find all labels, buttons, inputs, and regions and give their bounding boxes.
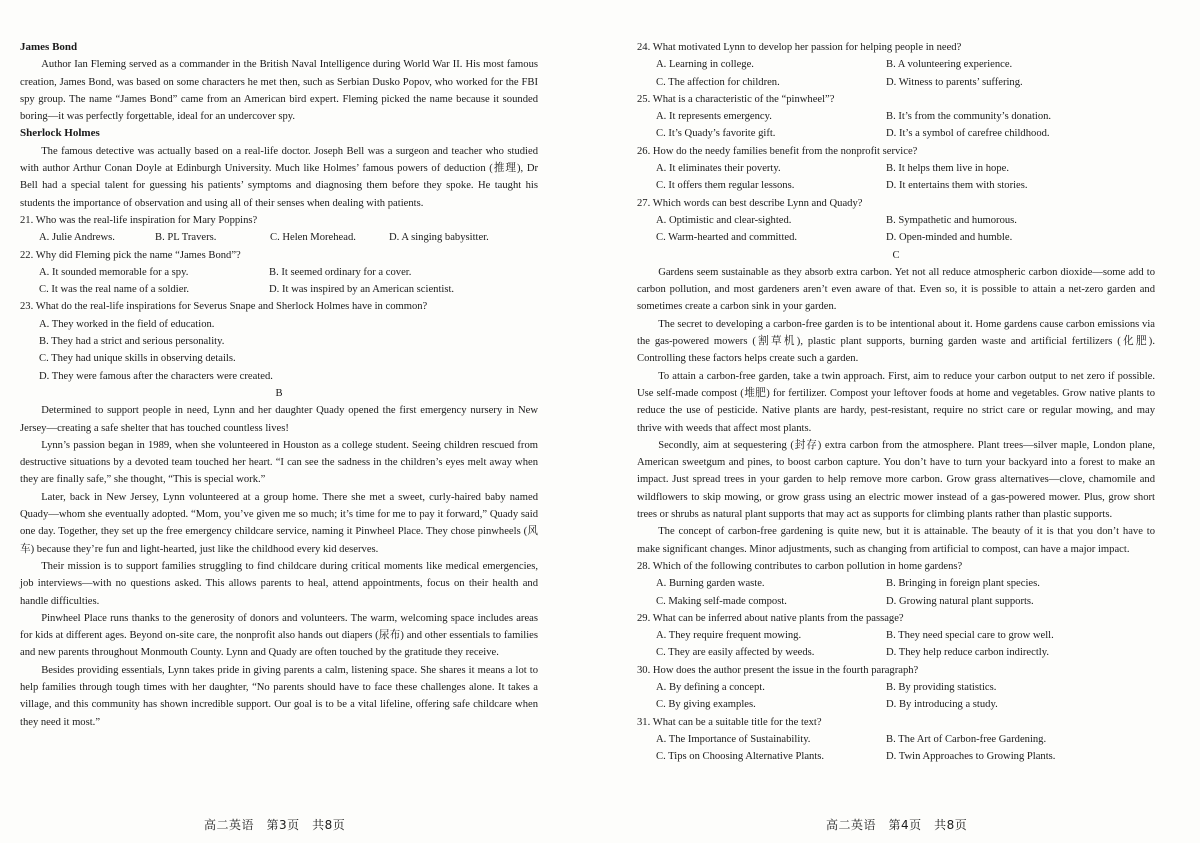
option-d: D. It’s a symbol of carefree childhood. (886, 128, 1050, 140)
paragraph-c-4: Secondly, aim at sequestering (封存) extra carbon from the atmosphere. Plant trees—silver maple, London plane, American sweetgum and pines, to boost carbon capture. You don’t have to turn your backyard into a forest to make an impact. Just spread trees in your garden to help remove more carbon. Grow grass alternatives—clove, chamomile and wildflowers to skip mowing, or grow grass using an electric mower instead of a gas-powered mower. Plus, grow short trees or shrubs as natural plant supports that may act as supports for climbing plants rather than plastic supports. (637, 439, 1155, 521)
paragraph-james-bond: Author Ian Fleming served as a commander in the British Naval Intelligence during World War II. His most famous creation, James Bond, was based on some characters he met then, such as Serbian Dusko Popov, who worked for the FBI spy group. The name “James Bond” came from an American bird expert. Fleming picked the name because it sounded boring—it was perfectly forgettable, ideal for an undercover spy. (20, 59, 538, 123)
question-27-options (637, 212, 1155, 247)
question-27: 27. Which words can best describe Lynn and Quady? (637, 197, 863, 209)
section-c-label: C (892, 249, 900, 261)
option-d: D. It entertains them with stories. (886, 180, 1028, 192)
option-d: D. They help reduce carbon indirectly. (886, 647, 1049, 659)
option-b: B. It helps them live in hope. (886, 163, 1009, 175)
question-29: 29. What can be inferred about native plants from the passage? (637, 612, 904, 624)
option-b: B. By providing statistics. (886, 681, 997, 693)
option-d: D. Witness to parents’ suffering. (886, 76, 1023, 88)
option-d: D. They were famous after the characters were created. (39, 370, 273, 382)
option-b: B. It seemed ordinary for a cover. (269, 266, 412, 278)
option-d: D. Open-minded and humble. (886, 232, 1013, 244)
option-d: D. A singing babysitter. (389, 232, 489, 244)
option-b: B. Sympathetic and humorous. (886, 214, 1017, 226)
question-25: 25. What is a characteristic of the “pinwheel”? (637, 93, 835, 105)
option-c: C. It was the real name of a soldier. (39, 284, 190, 296)
section-b-label: B (275, 387, 283, 399)
option-a: A. By defining a concept. (656, 681, 765, 693)
option-d: D. By introducing a study. (886, 699, 998, 711)
question-24: 24. What motivated Lynn to develop her passion for helping people in need? (637, 42, 962, 53)
question-31: 31. What can be a suitable title for the text? (637, 716, 822, 728)
option-c: C. It’s Quady’s favorite gift. (656, 128, 776, 140)
heading-james-bond: James Bond (20, 41, 78, 53)
question-29-options (637, 627, 1155, 662)
option-a: A. They worked in the field of education. (39, 318, 215, 330)
option-a: A. Learning in college. (656, 59, 754, 71)
paragraph-c-5: The concept of carbon-free gardening is quite new, but it is attainable. The beauty of it is that you don’t have to make significant changes. Minor adjustments, such as changing from artificial to compost, can have a major impact. (637, 526, 1155, 555)
option-b: B. They had a strict and serious personality. (39, 336, 225, 348)
question-28-options (637, 575, 1155, 610)
page-footer-right: 高二英语 第4页 共8页 (826, 818, 968, 832)
question-24-options (637, 56, 1155, 91)
question-21: 21. Who was the real-life inspiration for Mary Poppins? (20, 214, 258, 226)
right-page (637, 39, 1155, 799)
question-26-options (637, 160, 1155, 195)
question-25-options (637, 108, 1155, 143)
option-b: B. A volunteering experience. (886, 59, 1013, 71)
option-b: B. The Art of Carbon-free Gardening. (886, 733, 1047, 745)
question-21-options (20, 229, 538, 246)
option-c: C. The affection for children. (656, 76, 780, 88)
option-a: A. Optimistic and clear-sighted. (656, 214, 792, 226)
option-c: C. Warm-hearted and committed. (656, 232, 798, 244)
paragraph-b-5: Pinwheel Place runs thanks to the generosity of donors and volunteers. The warm, welcoming space includes areas for kids at different ages. Beyond on-site care, the nonprofit also hands out diapers (尿布) and other essentials to families and new parents throughout Monmouth County. Lynn and Quady are often touched by the gratitude they receive. (20, 612, 538, 659)
left-page (20, 39, 538, 799)
question-30-options (637, 679, 1155, 714)
option-a: A. It sounded memorable for a spy. (39, 266, 189, 278)
paragraph-b-3: Later, back in New Jersey, Lynn volunteered at a group home. There she met a sweet, curly-haired baby named Quady—whom she eventually adopted. “Mom, you’ve given me so much; it’s time for me to pay it forward,” Quady said one day. Together, they set up the free emergency childcare service, naming it Pinwheel Place. They chose pinwheels (风车) because they’re fun and light-hearted, just like the childhood every kid deserves. (20, 491, 538, 555)
paragraph-c-1: Gardens seem sustainable as they absorb extra carbon. Yet not all reduce atmospheric carbon dioxide—some add to carbon pollution, and most gardeners aren’t even aware of that. Even so, it is possible to attain a net-zero garden and sometimes create a carbon sink in your garden. (637, 266, 1155, 313)
option-d: D. Twin Approaches to Growing Plants. (886, 751, 1056, 763)
option-a: A. It eliminates their poverty. (656, 163, 781, 175)
paragraph-c-2: The secret to developing a carbon-free garden is to be intentional about it. Home gardens cause carbon emissions via the gas-powered mowers (割草机), plastic plant supports, burning garden waste and artificial fertilizers (化肥). Controlling these factors helps create such a garden. (637, 318, 1155, 365)
option-b: B. Bringing in foreign plant species. (886, 578, 1040, 590)
option-c: C. They had unique skills in observing details. (39, 353, 236, 365)
question-30: 30. How does the author present the issue in the fourth paragraph? (637, 664, 919, 676)
paragraph-b-4: Their mission is to support families struggling to find childcare during critical moments like medical emergencies, job interviews—with no questions asked. This allows parents to heal, attend appointments, focus on their health and handle difficulties. (20, 560, 538, 607)
option-c: C. Making self-made compost. (656, 595, 787, 607)
option-a: A. They require frequent mowing. (656, 630, 802, 642)
question-23: 23. What do the real-life inspirations for Severus Snape and Sherlock Holmes have in common? (20, 301, 428, 313)
option-c: C. Helen Morehead. (270, 232, 356, 244)
option-a: A. Julie Andrews. (39, 232, 115, 244)
question-28: 28. Which of the following contributes to carbon pollution in home gardens? (637, 560, 963, 572)
paragraph-c-3: To attain a carbon-free garden, take a twin approach. First, aim to reduce your carbon output to net zero if possible. Use self-made compost (堆肥) for fertilizer. Compost your leftover foods at home and vegetables. Grow native plants to reduce the use of pesticide. Native plants are hardy, pest-resistant, require no strict care or regular mowing, and may thrive with weeds that affect most plants. (637, 370, 1155, 434)
question-22: 22. Why did Fleming pick the name “James Bond”? (20, 249, 241, 261)
page-footer-left: 高二英语 第3页 共8页 (204, 818, 346, 832)
paragraph-b-1: Determined to support people in need, Lynn and her daughter Quady opened the first emergency nursery in New Jersey—creating a safe shelter that has touched countless lives! (20, 405, 538, 434)
option-d: D. It was inspired by an American scientist. (269, 284, 455, 296)
heading-sherlock-holmes: Sherlock Holmes (20, 127, 100, 140)
paragraph-b-6: Besides providing essentials, Lynn takes pride in giving parents a calm, listening space. She shares it means a lot to help families through tough times with her daughter, “No parents should have to face these challenges alone. It takes a village, and this community has shown incredible support. Our goal is to be a vital lifeline, offering safe childcare when they need it most.” (20, 664, 538, 728)
option-a: A. It represents emergency. (656, 111, 772, 123)
option-c: C. By giving examples. (656, 699, 756, 711)
paragraph-b-2: Lynn’s passion began in 1989, when she volunteered in Houston as a college student. Seeing children rescued from destructive situations by a devoted team touched her heart. “I can see the sadness in the children’s eyes melt away when they are finally safe,” she thought, “This is special work.” (20, 439, 538, 486)
option-c: C. It offers them regular lessons. (656, 180, 795, 192)
question-22-options (20, 264, 538, 299)
option-b: B. It’s from the community’s donation. (886, 111, 1052, 123)
option-c: C. They are easily affected by weeds. (656, 647, 815, 659)
paragraph-sherlock-holmes: The famous detective was actually based on a real-life doctor. Joseph Bell was a surgeon and teacher who studied with author Arthur Conan Doyle at Edinburgh University. Much like Holmes’ famous powers of deduction (推理), Dr Bell had a special talent for guessing his patients’ symptoms and diagnosing them before they spoke. He taught his students the importance of observation and using all of their senses when dealing with patients. (20, 145, 538, 209)
question-26: 26. How do the needy families benefit from the nonprofit service? (637, 145, 918, 157)
option-b: B. They need special care to grow well. (886, 630, 1054, 642)
option-a: A. Burning garden waste. (656, 578, 765, 590)
option-b: B. PL Travers. (155, 232, 217, 244)
option-d: D. Growing natural plant supports. (886, 595, 1034, 607)
option-a: A. The Importance of Sustainability. (656, 733, 811, 745)
question-31-options (637, 731, 1155, 766)
option-c: C. Tips on Choosing Alternative Plants. (656, 751, 825, 763)
